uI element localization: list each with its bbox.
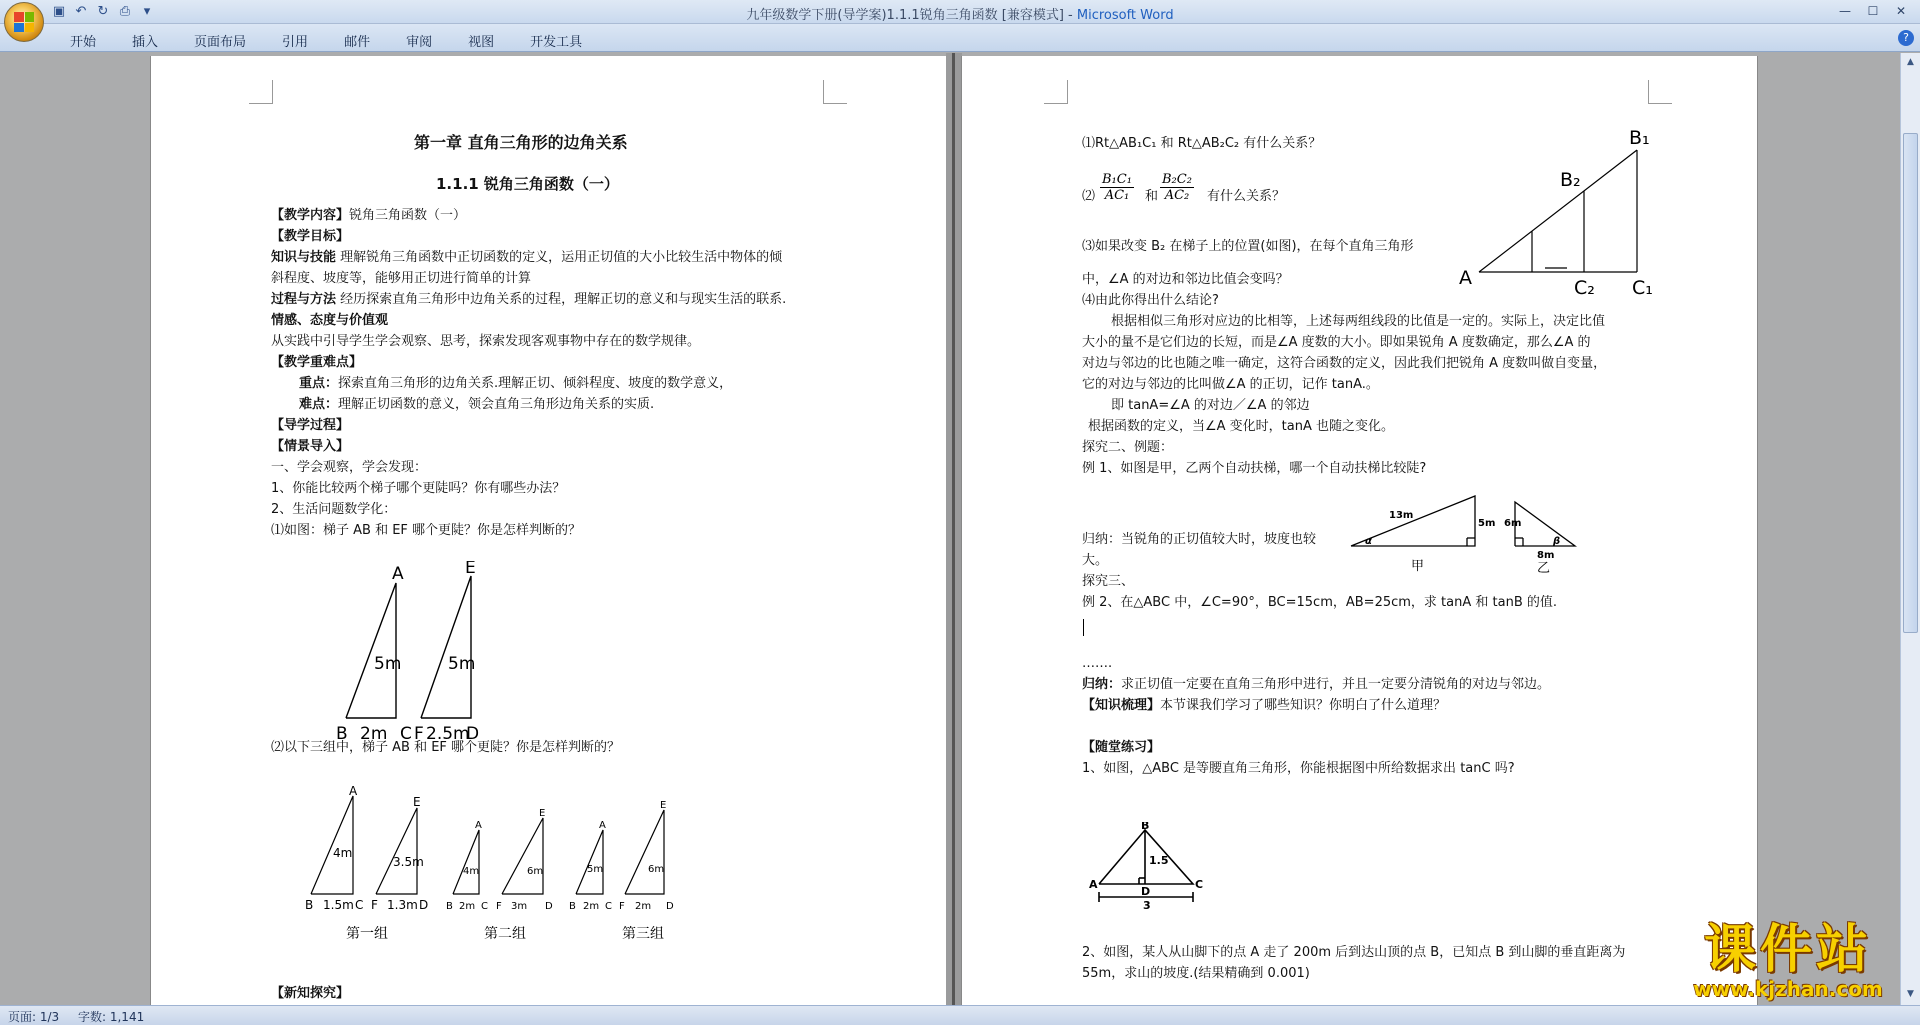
g2-h1: 4m: [463, 866, 480, 877]
g3-D: D: [666, 901, 674, 912]
word-count[interactable]: 字数: 1,141: [78, 1010, 145, 1024]
g3-h1: 5m: [587, 864, 604, 875]
app-name: Microsoft Word: [1076, 8, 1174, 23]
emotion-text: 从实践中引导学生学会观察、思考，探索发现客观事物中存在的数学规律。: [271, 334, 701, 349]
scroll-down-icon[interactable]: ▼: [1907, 989, 1914, 999]
guide-label: 【导学过程】: [271, 418, 350, 433]
intro-line-1: 一、学会观察，学会发现：: [271, 460, 428, 475]
g1-B: B: [305, 898, 314, 912]
g2-C: C: [481, 901, 488, 912]
tab-page-layout[interactable]: 页面布局: [194, 35, 247, 50]
key-points-label: 【教学重难点】: [271, 355, 363, 370]
window-title: [0, 4, 1920, 23]
help-icon[interactable]: ?: [1898, 30, 1914, 46]
practice-2b: 55m，求山的坡度.(结果精确到 0.001): [1082, 966, 1310, 981]
scroll-up-icon[interactable]: ▲: [1907, 57, 1914, 67]
tab-mailings[interactable]: 邮件: [344, 35, 371, 50]
watermark-url: www.kjzhan.com: [1693, 977, 1883, 1001]
tab-developer[interactable]: 开发工具: [530, 35, 583, 50]
save-icon[interactable]: ▣: [52, 4, 66, 19]
iso-base: 3: [1143, 899, 1151, 912]
g1-b1: 1.5m: [323, 898, 354, 912]
escalator-a-height: 5m: [1478, 518, 1496, 529]
isosceles-triangle-figure: [1087, 822, 1232, 912]
g3-E: E: [660, 800, 667, 811]
g1-F: F: [371, 898, 378, 912]
tab-review[interactable]: 审阅: [406, 35, 433, 50]
ribbon-tabs: [56, 29, 604, 52]
intro-line-5: ⑵以下三组中，梯子 AB 和 EF 哪个更陡？你是怎样判断的？: [271, 740, 621, 755]
g1-C: C: [355, 898, 364, 912]
page-separator: [946, 53, 962, 1005]
fig-label-B1: B₁: [1629, 127, 1650, 149]
summary-1a: 归纳：当锐角的正切值较大时，坡度也较: [1082, 532, 1317, 547]
new-knowledge-label: 【新知探究】: [271, 986, 350, 1001]
fig-label-B2: B₂: [1560, 169, 1581, 191]
escalator-b-base: 8m: [1537, 550, 1555, 561]
label-E: E: [465, 561, 476, 578]
iso-label-B: B: [1141, 822, 1150, 832]
margin-corner: [1044, 80, 1068, 104]
paragraph-6: 根据函数的定义，当∠A 变化时，tanA 也随之变化。: [1088, 419, 1395, 434]
intro-line-4: ⑴如图：梯子 AB 和 EF 哪个更陡？你是怎样判断的？: [271, 523, 582, 538]
paragraph-1: 根据相似三角形对应边的比相等，上述每两组线段的比值是一定的。实际上，决定比值: [1111, 314, 1606, 329]
lesson-title: 1.1.1 锐角三角函数（一）: [436, 175, 619, 193]
g3-B: B: [569, 901, 576, 912]
teaching-goals-label: 【教学目标】: [271, 229, 350, 244]
label-B: B: [336, 724, 348, 744]
tan-definition: 即 tanA=∠A 的对边／∠A 的邻边: [1111, 398, 1310, 413]
teaching-content: 【教学内容】锐角三角函数（一）: [271, 208, 467, 223]
redo-icon[interactable]: ↻: [97, 4, 109, 19]
escalator-b-height: 6m: [1504, 518, 1522, 529]
iso-label-A: A: [1089, 878, 1098, 891]
page-left[interactable]: [151, 56, 946, 1005]
vertical-scrollbar[interactable]: [1900, 53, 1920, 1005]
undo-icon[interactable]: ↶: [75, 4, 87, 19]
g1-b2: 1.3m: [387, 898, 418, 912]
question-1: ⑴Rt△AB₁C₁ 和 Rt△AB₂C₂ 有什么关系？: [1082, 136, 1322, 151]
close-icon[interactable]: ✕: [1895, 4, 1907, 18]
title-bar: [0, 0, 1920, 24]
summary-2: 归纳：求正切值一定要在直角三角形中进行，并且一定要分清锐角的对边与邻边。: [1082, 677, 1551, 692]
g3-A: A: [599, 820, 606, 831]
g2-F: F: [496, 901, 502, 912]
g2-B: B: [446, 901, 453, 912]
fraction-2-den: AC₂: [1164, 188, 1190, 203]
knowledge-skills: 知识与技能 理解锐角三角函数中正切函数的定义，运用正切值的大小比较生活中物体的倾: [271, 250, 783, 265]
knowledge-review: 【知识梳理】本节课我们学习了哪些知识？你明白了什么道理？: [1082, 698, 1447, 713]
explore-3-label: 探究三、: [1082, 574, 1135, 589]
practice-label: 【随堂练习】: [1082, 740, 1161, 755]
watermark-text: 课件站: [1703, 920, 1872, 980]
ladder-groups-figure: [291, 768, 761, 943]
question-2-and: 和: [1145, 189, 1159, 204]
maximize-icon[interactable]: ☐: [1867, 4, 1879, 18]
fraction-2-num: B₂C₂: [1162, 172, 1192, 187]
g1-A: A: [349, 784, 358, 798]
g3-h2: 6m: [648, 864, 665, 875]
question-2-prefix: ⑵: [1082, 189, 1096, 204]
question-3a: ⑶如果改变 B₂ 在梯子上的位置(如图)，在每个直角三角形: [1082, 239, 1414, 254]
escalator-b-name: 乙: [1537, 561, 1551, 576]
label-D: D: [466, 724, 480, 744]
fraction-1-num: B₁C₁: [1102, 172, 1132, 187]
minimize-icon[interactable]: —: [1839, 4, 1851, 18]
label-A: A: [392, 564, 404, 584]
tab-home[interactable]: 开始: [70, 35, 97, 50]
document-area[interactable]: [0, 53, 1900, 1005]
document-title: 九年级数学下册(导学案)1.1.1锐角三角函数 [兼容模式] -: [746, 8, 1077, 23]
office-button[interactable]: [4, 2, 44, 42]
g2-b2: 3m: [511, 901, 528, 912]
key-point: 重点：探索直角三角形的边角关系.理解正切、倾斜程度、坡度的数学意义，: [299, 376, 733, 391]
chapter-title: 第一章 直角三角形的边角关系: [414, 133, 628, 152]
page-count[interactable]: 页面: 1/3: [8, 1010, 60, 1024]
escalator-a-angle: α: [1365, 536, 1372, 547]
g3-b1: 2m: [583, 901, 600, 912]
g3-b2: 2m: [635, 901, 652, 912]
example-2: 例 2、在△ABC 中，∠C=90°，BC=15cm，AB=25cm，求 tanA 和 tanB 的值.: [1082, 595, 1558, 610]
paragraph-4: 它的对边与邻边的比叫做∠A 的正切，记作 tanA.。: [1082, 377, 1379, 392]
text-cursor: [1083, 619, 1084, 636]
margin-corner: [249, 80, 273, 104]
example-1: 例 1、如图是甲，乙两个自动扶梯，哪一个自动扶梯比较陡?: [1082, 461, 1427, 476]
escalator-b-angle: β: [1553, 536, 1561, 547]
margin-corner: [823, 80, 847, 104]
intro-label: 【情景导入】: [271, 439, 350, 454]
g2-h2: 6m: [527, 866, 544, 877]
intro-line-2: 1、你能比较两个梯子哪个更陡吗？你有哪些办法？: [271, 481, 566, 496]
ellipsis: …….: [1082, 656, 1113, 671]
fraction-2: [1160, 172, 1194, 203]
window-controls: [1832, 2, 1914, 20]
g2-D: D: [545, 901, 553, 912]
ladder-figure-1: [326, 561, 556, 746]
explore-2-label: 探究二、例题：: [1082, 440, 1174, 455]
label-b1: 2m: [360, 724, 388, 744]
iso-label-D: D: [1141, 885, 1151, 898]
print-preview-icon[interactable]: ⎙: [119, 4, 131, 19]
g2-b1: 2m: [459, 901, 476, 912]
paragraph-2: 大小的量不是它们边的长短，而是∠A 度数的大小。即如果锐角 A 度数确定，那么∠A 的: [1082, 335, 1591, 350]
g3-F: F: [619, 901, 625, 912]
status-bar: [0, 1005, 1920, 1025]
knowledge-skills-cont: 斜程度、坡度等，能够用正切进行简单的计算: [271, 271, 532, 286]
margin-corner: [1648, 80, 1672, 104]
group-2-caption: 第二组: [484, 926, 526, 942]
g1-E: E: [413, 795, 421, 809]
summary-1b: 大。: [1082, 553, 1109, 568]
tab-references[interactable]: 引用: [282, 35, 309, 50]
question-4: ⑷由此你得出什么结论?: [1082, 293, 1219, 308]
label-h2: 5m: [448, 654, 476, 674]
iso-label-C: C: [1195, 878, 1204, 891]
label-b2: 2.5m: [426, 724, 470, 744]
office-logo-icon: [14, 12, 34, 32]
difficult-point: 难点：理解正切函数的意义，领会直角三角形边角关系的实质.: [299, 397, 655, 412]
g1-h2: 3.5m: [393, 855, 424, 869]
g1-D: D: [419, 898, 429, 912]
escalator-a-name: 甲: [1411, 559, 1425, 574]
g1-h1: 4m: [333, 846, 353, 860]
ribbon: [0, 24, 1920, 52]
tab-insert[interactable]: 插入: [132, 35, 159, 50]
intro-line-3: 2、生活问题数学化：: [271, 502, 397, 517]
similar-triangles-figure: [1457, 126, 1667, 296]
process-methods: 过程与方法 经历探索直角三角形中边角关系的过程，理解正切的意义和与现实生活的联系.: [271, 292, 787, 307]
question-2-suffix: 有什么关系？: [1207, 189, 1286, 204]
escalator-a-length: 13m: [1389, 510, 1414, 521]
g2-A: A: [475, 820, 482, 831]
question-3b: 中，∠A 的对边和邻边比值会变吗？: [1082, 272, 1289, 287]
practice-2a: 2、如图，某人从山脚下的点 A 走了 200m 后到达山顶的点 B，已知点 B 到山脚的垂直距离为: [1082, 945, 1626, 960]
iso-height: 1.5: [1149, 854, 1169, 867]
emotion-label: 情感、态度与价值观: [271, 313, 389, 328]
g2-E: E: [539, 808, 546, 819]
paragraph-3: 对边与邻边的比也随之唯一确定，这符合函数的定义，因此我们把锐角 A 度数叫做自变量，: [1082, 356, 1607, 371]
label-h1: 5m: [374, 654, 402, 674]
practice-1: 1、如图，△ABC 是等腰直角三角形，你能根据图中所给数据求出 tanC 吗?: [1082, 761, 1515, 776]
g3-C: C: [605, 901, 612, 912]
fig-label-A: A: [1459, 267, 1472, 289]
fig-label-C2: C₂: [1574, 277, 1595, 296]
scroll-thumb[interactable]: [1903, 133, 1918, 633]
escalators-figure: [1347, 488, 1577, 578]
label-F: F: [414, 724, 424, 744]
page-right[interactable]: [962, 56, 1757, 1005]
site-watermark: [1668, 922, 1908, 1004]
fig-label-C1: C₁: [1632, 277, 1653, 296]
fraction-1: [1100, 172, 1134, 203]
fraction-1-den: AC₁: [1104, 188, 1130, 203]
group-1-caption: 第一组: [346, 926, 388, 942]
customize-toolbar-icon[interactable]: ▾: [143, 4, 151, 19]
group-3-caption: 第三组: [622, 926, 664, 942]
tab-view[interactable]: 视图: [468, 35, 495, 50]
label-C: C: [400, 724, 412, 744]
